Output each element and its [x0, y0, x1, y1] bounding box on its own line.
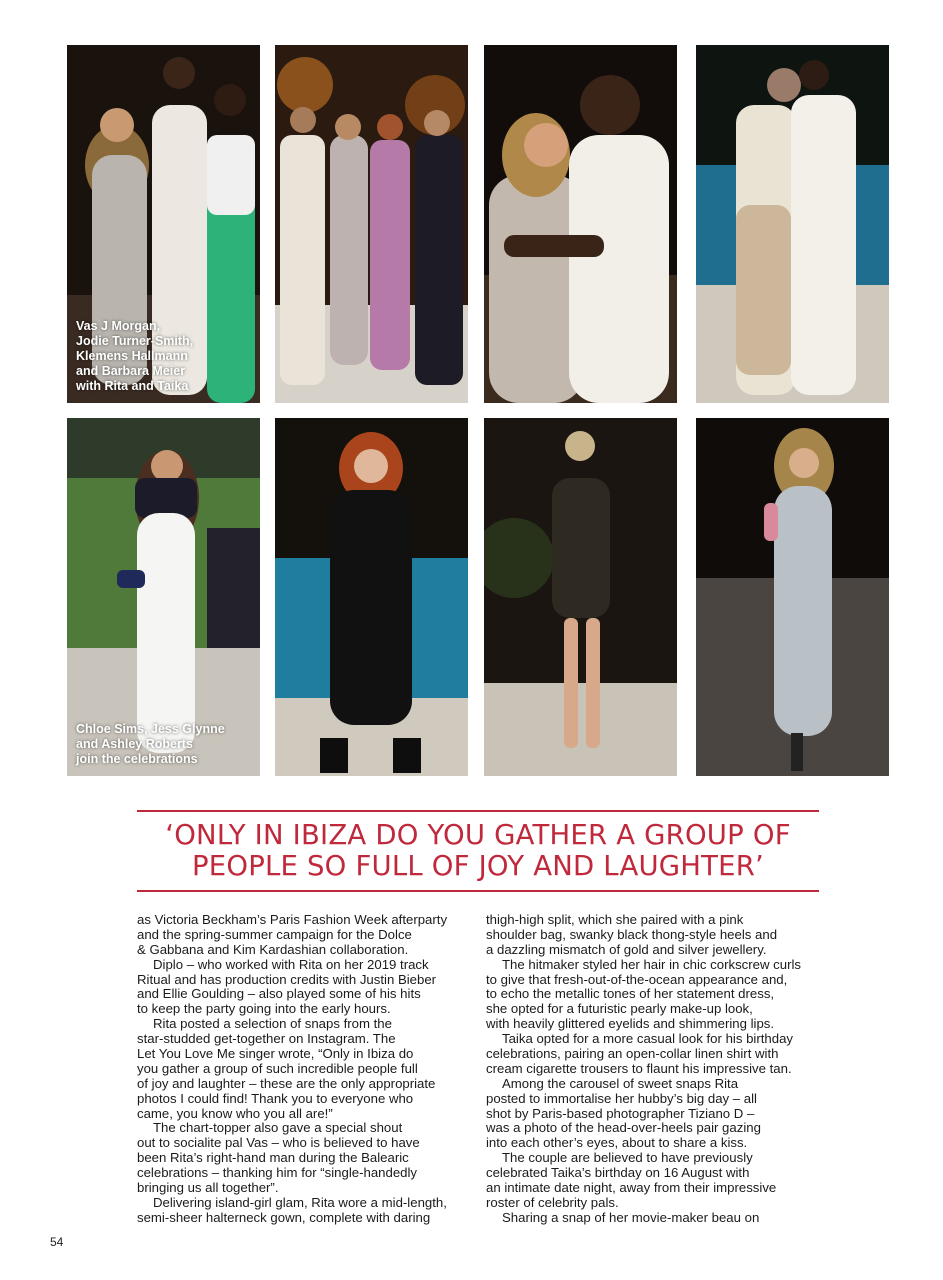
- photo-taika-and-vas-by-pool: [696, 45, 889, 403]
- body-text-line: celebrations – thanking him for “single-handedly: [137, 1165, 418, 1181]
- photo-rita-ora-solo: [696, 418, 889, 776]
- page-number: 54: [50, 1235, 64, 1249]
- article-column-right: [486, 913, 821, 1226]
- body-text-line: to keep the party going into the early hours.: [137, 1001, 391, 1017]
- body-text-line: an intimate date night, away from their impressive: [486, 1180, 777, 1196]
- pullquote-line-2: PEOPLE SO FULL OF JOY AND LAUGHTER’: [192, 850, 764, 882]
- body-text-line: semi-sheer halterneck gown, complete with daring: [137, 1209, 431, 1225]
- pullquote-top-rule: [137, 810, 819, 812]
- body-text-line: to echo the metallic tones of her statement dress,: [486, 986, 775, 1002]
- body-text-line: shot by Paris-based photographer Tiziano D –: [486, 1105, 755, 1121]
- photo-chloe-sims: [67, 418, 260, 776]
- body-text-line: Delivering island-girl glam, Rita wore a mid-length,: [153, 1194, 447, 1210]
- body-text-line: into each other’s eyes, about to share a kiss.: [486, 1135, 748, 1151]
- body-text-line: The hitmaker styled her hair in chic corkscrew curls: [502, 956, 802, 972]
- body-text-line: as Victoria Beckham’s Paris Fashion Week afterparty: [137, 912, 448, 927]
- photo-caption: Chloe Sims, Jess Glynne and Ashley Roberts join the celebrations: [76, 722, 225, 766]
- body-text-line: Among the carousel of sweet snaps Rita: [502, 1075, 739, 1091]
- pullquote-bottom-rule: [137, 890, 819, 892]
- article-column-left: [137, 913, 472, 1226]
- body-text-line: celebrations, pairing an open-collar linen shirt with: [486, 1046, 779, 1062]
- body-text-line: posted to immortalise her hubby’s big day – all: [486, 1090, 757, 1106]
- body-text-line: star-studded get-together on Instagram. The: [137, 1031, 396, 1047]
- body-text-line: Ritual and has production credits with Justin Bieber: [137, 971, 437, 987]
- body-text-line: bringing us all together”.: [137, 1180, 279, 1196]
- body-text-line: came, you know who you all are!”: [137, 1105, 333, 1121]
- body-text-line: Let You Love Me singer wrote, “Only in Ibiza do: [137, 1046, 414, 1062]
- body-text-line: out to socialite pal Vas – who is believed to have: [137, 1135, 420, 1151]
- body-text-line: she opted for a futuristic pearly make-up look,: [486, 1001, 753, 1017]
- photo-group-vas-jodie-klemens-barbara-rita-taika: [67, 45, 260, 403]
- body-text-line: Diplo – who worked with Rita on her 2019 track: [153, 956, 429, 972]
- body-text-line: celebrated Taika’s birthday on 16 August with: [486, 1165, 750, 1181]
- body-text-line: and the spring-summer campaign for the Dolce: [137, 926, 412, 942]
- pullquote: [137, 820, 819, 882]
- photo-group-four-guests: [275, 45, 468, 403]
- body-text-line: a dazzling mismatch of gold and silver jewellery.: [486, 941, 767, 957]
- body-text-line: been Rita’s right-hand man during the Balearic: [137, 1150, 409, 1166]
- body-text-line: The chart-topper also gave a special shout: [153, 1120, 403, 1136]
- photo-ashley-roberts: [484, 418, 677, 776]
- body-text-line: of joy and laughter – these are the only appropriate: [137, 1075, 436, 1091]
- photo-jess-glynne: [275, 418, 468, 776]
- body-text-line: photos I could find! Thank you to everyone who: [137, 1090, 414, 1106]
- body-text-line: cream cigarette trousers to flaunt his impressive tan.: [486, 1060, 792, 1076]
- photo-rita-and-vas-hugging: [484, 45, 677, 403]
- body-text-line: The couple are believed to have previously: [502, 1150, 753, 1166]
- body-text-line: thigh-high split, which she paired with a pink: [486, 912, 744, 927]
- body-text-line: was a photo of the head-over-heels pair gazing: [486, 1120, 761, 1136]
- body-text-line: Taika opted for a more casual look for his birthday: [502, 1031, 794, 1047]
- body-text-line: Rita posted a selection of snaps from the: [153, 1016, 392, 1032]
- body-text-line: roster of celebrity pals.: [486, 1194, 619, 1210]
- body-text-line: and Ellie Goulding – also played some of his hits: [137, 986, 421, 1002]
- photo-caption: Vas J Morgan, Jodie Turner-Smith, Klemens Hallmann and Barbara Meier with Rita and Taika: [76, 319, 194, 393]
- pullquote-line-1: ‘ONLY IN IBIZA DO YOU GATHER A GROUP OF: [165, 819, 791, 851]
- body-text-line: to give that fresh-out-of-the-ocean appearance and,: [486, 971, 788, 987]
- body-text-line: Sharing a snap of her movie-maker beau on: [502, 1209, 760, 1225]
- body-text-line: & Gabbana and Kim Kardashian collaboration.: [137, 941, 409, 957]
- body-text-line: with heavily glittered eyelids and shimmering lips.: [486, 1016, 775, 1032]
- body-text-line: you gather a group of such incredible people full: [137, 1060, 418, 1076]
- body-text-line: shoulder bag, swanky black thong-style heels and: [486, 926, 778, 942]
